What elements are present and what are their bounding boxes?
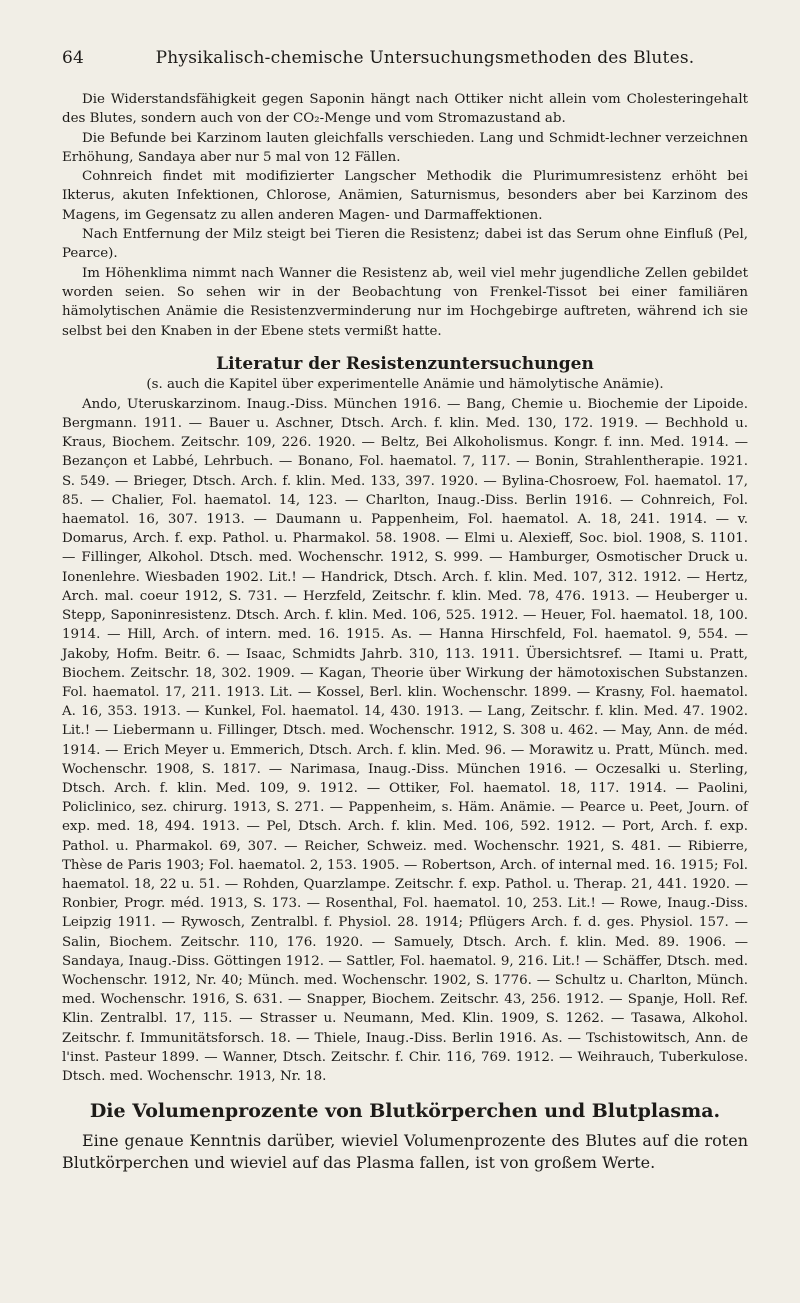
reference-list: Ando, Uteruskarzinom. Inaug.-Diss. München 1916. — Bang, Chemie u. Biochemie der Lipoide. Bergmann. 1911. — Bauer u. Aschner, Dtsch. Arch. f. klin. Med. 130, 172. 1919. — Bechhold u. Kraus, Biochem. Zeitschr. 109, 226. 1920. — Beltz, Bei Alkoholismus. Kongr. f. inn. Med. 1914. — Bezançon et Labbé, Lehrbuch. — Bonano, Fol. haematol. 7, 117. — Bonin, Strahlentherapie. 1921. S. 549. — Brieger, Dtsch. Arch. f. klin. Med. 133, 397. 1920. — Bylina-Chosroew, Fol. haematol. 17, 85. — Chalier, Fol. haematol. 14, 123. — Charlton, Inaug.-Diss. Berlin 1916. — Cohnreich, Fol. haematol. 16, 307. 1913. — Daumann u. Pappenheim, Fol. haematol. A. 18, 241. 1914. — v. Domarus, Arch. f. exp. Pathol. u. Pharmakol. 58. 1908. — Elmi u. Alexieff, Soc. biol. 1908, S. 1101. — Fillinger, Alkohol. Dtsch. med. Wochenschr. 1912, S. 999. — Hamburger, Osmotischer Druck u. Ionenlehre. Wiesbaden 1902. Lit.! — Handrick, Dtsch. Arch. f. klin. Med. 107, 312. 1912. — Hertz, Arch. mal. coeur 1912, S. 731. — Herzfeld, Zeitschr. f. klin. Med. 78, 476. 1913. — Heuberger u. Stepp, Saponinresistenz. Dtsch. Arch. f. klin. Med. 106, 525. 1912. — Heuer, Fol. haematol. 18, 100. 1914. — Hill, Arch. of intern. med. 16. 1915. As. — Hanna Hirschfeld, Fol. haematol. 9, 554. — Jakoby, Hofm. Beitr. 6. — Isaac, Schmidts Jahrb. 310, 113. 1911. Übersichtsref. — Itami u. Pratt, Biochem. Zeitschr. 18, 302. 1909. — Kagan, Theorie über Wirkung der hämotoxischen Substanzen. Fol. haematol. 17, 211. 1913. Lit. — Kossel, Berl. klin. Wochenschr. 1899. — Krasny, Fol. haematol. A. 16, 353. 1913. — Kunkel, Fol. haematol. 14, 430. 1913. — Lang, Zeitschr. f. klin. Med. 47. 1902. Lit.! — Liebermann u. Fillinger, Dtsch. med. Wochenschr. 1912, S. 308 u. 462. — May, Ann. de méd. 1914. — Erich Meyer u. Emmerich, Dtsch. Arch. f. klin. Med. 96. — Morawitz u. Pratt, Münch. med. Wochenschr. 1908, S. 1817. — Narimasa, Inaug.-Diss. München 1916. — Oczesalki u. Sterling, Dtsch. Arch. f. klin. Med. 109, 9. 1912. — Ottiker, Fol. haematol. 18, 117. 1914. — Paolini, Policlinico, sez. chirurg. 1913, S. 271. — Pappenheim, s. Häm. Anämie. — Pearce u. Peet, Journ. of exp. med. 18, 494. 1913. — Pel, Dtsch. Arch. f. klin. Med. 106, 592. 1912. — Port, Arch. f. exp. Pathol. u. Pharmakol. 69, 307. — Reicher, Schweiz. med. Wochenschr. 1921, S. 481. — Ribierre, Thèse de Paris 1903; Fol. haematol. 2, 153. 1905. — Robertson, Arch. of internal med. 16. 1915; Fol. haematol. 18, 22 u. 51. — Rohden, Quarzlampe. Zeitschr. f. exp. Pathol. u. Therap. 21, 441. 1920. — Ronbier, Progr. méd. 1913, S. 173. — Rosenthal, Fol. haematol. 10, 253. Lit.! — Rowe, Inaug.-Diss. Leipzig 1911. — Rywosch, Zentralbl. f. Physiol. 28. 1914; Pflügers Arch. f. d. ges. Physiol. 157. — Salin, Biochem. Zeitschr. 110, 176. 1920. — Samuely, Dtsch. Arch. f. klin. Med. 89. 1906. — Sandaya, Inaug.-Diss. Göttingen 1912. — Sattler, Fol. haematol. 9, 216. Lit.! — Schäffer, Dtsch. med. Wochenschr. 1912, Nr. 40; Münch. med. Wochenschr. 1902, S. 1776. — Schultz u. Charlton, Münch. med. Wochenschr. 1916, S. 631. — Snapper, Biochem. Zeitschr. 43, 256. 1912. — Spanje, Holl. Ref. Klin. Zentralbl. 17, 115. — Strasser u. Neumann, Med. Klin. 1909, S. 1262. — Tasawa, Alkohol. Zeitschr. f. Immunitätsforsch. 18. — Thiele, Inaug.-Diss. Berlin 1916. As. — Tschistowitsch, Ann. de l'inst. Pasteur 1899. — Wanner, Dtsch. Zeitschr. f. Chir. 116, 769. 1912. — Weihrauch, Tuberkulose. Dtsch. med. Wochenschr. 1913, Nr. 18.: [62, 396, 748, 1084]
paragraph: Im Höhenklima nimmt nach Wanner die Resistenz ab, weil viel mehr jugendliche Zellen gebildet worden seien. So sehen wir in der Beobachtung von Frenkel-Tissot bei einer familiären hämolytischen Anämie die Resistenzverminderung nur im Hochgebirge auftreten, während ich sie selbst bei den Knaben in der Ebene stets vermißt hatte.: [62, 265, 748, 339]
paragraph: Die Widerstandsfähigkeit gegen Saponin hängt nach Ottiker nicht allein vom Cholesteringehalt des Blutes, sondern auch von der CO₂-Menge und vom Stromazustand ab.: [62, 92, 748, 127]
page-number: 64: [62, 48, 85, 68]
intro-text: [62, 90, 748, 341]
running-title: Physikalisch-chemische Untersuchungsmethoden des Blutes.: [155, 48, 695, 68]
section-heading: Die Volumenprozente von Blutkörperchen und Blutplasma.: [89, 1100, 721, 1123]
section-paragraph: Eine genaue Kenntnis darüber, wieviel Volumenprozente des Blutes auf die roten Blutkörperchen und wieviel auf das Plasma fallen, ist von großem Werte.: [62, 1131, 748, 1173]
page-header: [62, 48, 748, 68]
literature-note: (s. auch die Kapitel über experimentelle Anämie und hämolytische Anämie).: [146, 376, 664, 392]
literature-heading: Literatur der Resistenzuntersuchungen: [216, 353, 594, 374]
paragraph: Nach Entfernung der Milz steigt bei Tieren die Resistenz; dabei ist das Serum ohne Einfluß (Pel, Pearce).: [62, 227, 748, 262]
paragraph: Die Befunde bei Karzinom lauten gleichfalls verschieden. Lang und Schmidt-lechner verzeichnen Erhöhung, Sandaya aber nur 5 mal von 12 Fällen.: [62, 130, 748, 165]
paragraph: Cohnreich findet mit modifizierter Langscher Methodik die Plurimumresistenz erhöht bei Ikterus, akuten Infektionen, Chlorose, Anämien, Saturnismus, besonders aber bei Karzinom des Magens, im Gegensatz zu allen anderen Magen- und Darmaffektionen.: [62, 169, 748, 223]
